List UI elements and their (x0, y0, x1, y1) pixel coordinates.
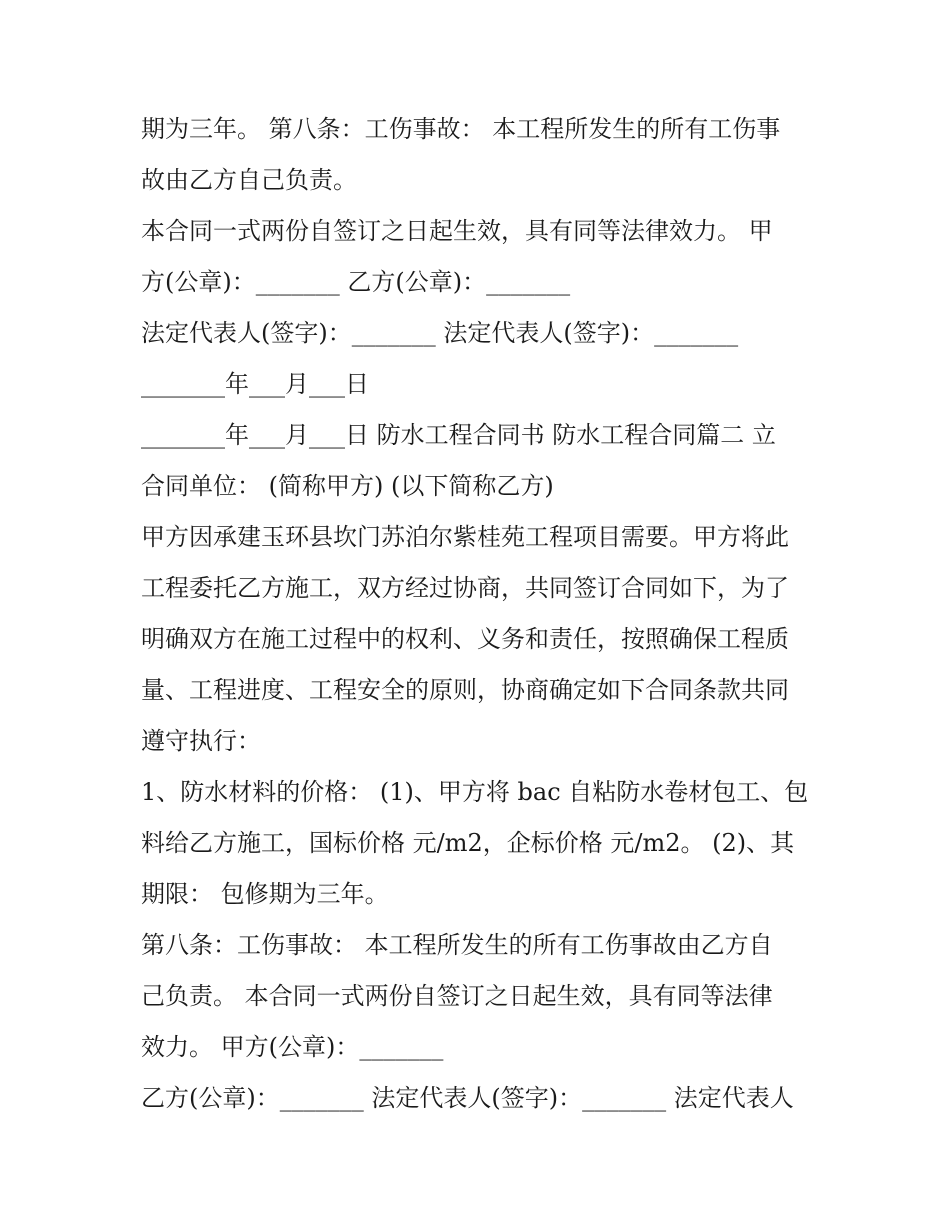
text-line: 合同单位： (简称甲方) (以下简称乙方) (141, 472, 554, 500)
text-line: 故由乙方自己负责。 (141, 166, 357, 194)
text-line: 量、工程进度、工程安全的原则，协商确定如下合同条款共同 (141, 676, 789, 704)
text-line: 效力。 甲方(公章)：_______ (141, 1033, 444, 1061)
text-line: 工程委托乙方施工，双方经过协商，共同签订合同如下，为了 (141, 574, 789, 602)
text-line: 1、防水材料的价格： (1)、甲方将 bac 自粘防水卷材包工、包 (141, 778, 809, 806)
text-line: 明确双方在施工过程中的权利、义务和责任，按照确保工程质 (141, 625, 789, 653)
text-line: 本合同一式两份自签订之日起生效，具有同等法律效力。 甲 (141, 217, 773, 245)
text-line: 期限： 包修期为三年。 (141, 880, 389, 908)
text-line: 方(公章)：_______ 乙方(公章)：_______ (141, 268, 571, 296)
text-line: 甲方因承建玉环县坎门苏泊尔紫桂苑工程项目需要。甲方将此 (141, 523, 789, 551)
text-line: 法定代表人(签字)：_______ 法定代表人(签字)：_______ (141, 319, 739, 347)
document-body (141, 104, 821, 1124)
text-line: 遵守执行： (141, 727, 261, 755)
text-line: 乙方(公章)：_______ 法定代表人(签字)：_______ 法定代表人 (141, 1084, 794, 1112)
text-line: 料给乙方施工，国标价格 元/m2，企标价格 元/m2。 (2)、其 (141, 829, 795, 857)
text-line: 期为三年。 第八条：工伤事故： 本工程所发生的所有工伤事 (141, 115, 781, 143)
text-line: 己负责。 本合同一式两份自签订之日起生效，具有同等法律 (141, 982, 773, 1010)
text-line: _______年___月___日 防水工程合同书 防水工程合同篇二 立 (141, 421, 776, 449)
text-line: 第八条：工伤事故： 本工程所发生的所有工伤事故由乙方自 (141, 931, 773, 959)
text-line: _______年___月___日 (141, 370, 369, 398)
